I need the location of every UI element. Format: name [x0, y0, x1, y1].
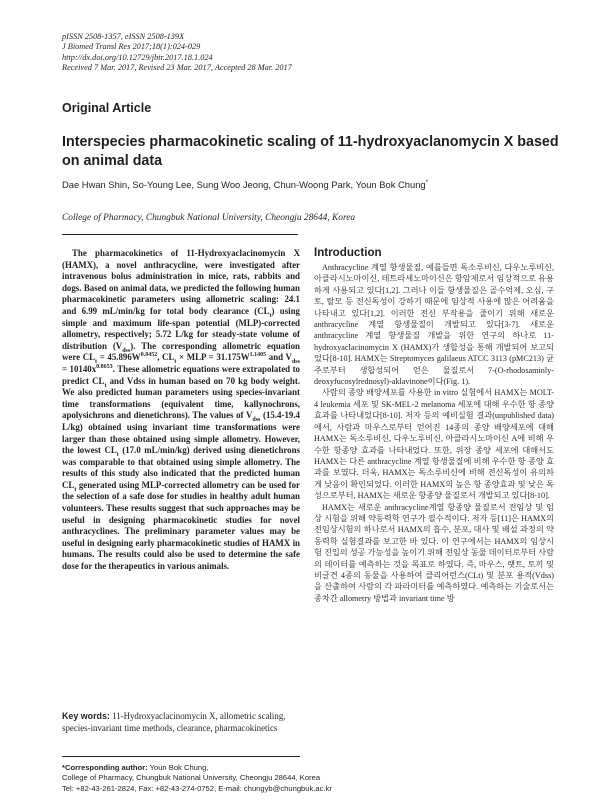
keywords-text: 11-Hydroxyaclacinomycin X, allometric scaling, species-invariant time methods, clearance, pharmacokinetics [62, 711, 286, 733]
issn: pISSN 2508-1357, eISSN 2508-139X [62, 32, 185, 41]
authors-text: Dae Hwan Shin, So-Young Lee, Sung Woo Jeong, Chun-Woong Park, Youn Bok Chung [62, 179, 426, 190]
corr-contact: Tel: +82-43-261-2824, Fax: +82-43-274-0752, E-mail: chungyb@chungbuk.ac.kr [62, 783, 332, 793]
journal-meta [62, 32, 292, 73]
journal-citation: J Biomed Transl Res 2017;18(1):024-029 [62, 42, 201, 52]
intro-paragraph-3: HAMX는 새로운 anthracycline계열 항종양 물질로서 전임상 및 임상 시험을 위해 약동력학 연구가 필수적이다. 저자 등[11]은 HAMX의 전임상시험의 하나로서 HAMX의 흡수, 분포, 대사 및 배설 과정의 약동력학 실험결과를 보고한 바 있다. 이 연구에서는 HAMX의 임상시험 진입의 성공 가능성을 높이기 위해 전임상 동물 데이터로부터 사람의 데이터를 예측하는 것을 목표로 하였다. 즉, 마우스, 랫트, 토끼 및 비글견 4종의 동물을 사용하여 클리어런스(CLt) 및 분포 용적(Vdss)을 산출하여 사람의 각 파라미터를 예측하였다. 예측하는 기술로서는 종차간 allometry 방법과 invariant time 방 [314, 502, 554, 603]
corr-name: Youn Bok Chung, [147, 763, 209, 772]
affiliation: College of Pharmacy, Chungbuk National University, Cheongju 28644, Korea [62, 213, 356, 223]
article-dates: Received 7 Mar. 2017, Revised 23 Mar. 2017, Accepted 28 Mar. 2017 [62, 62, 292, 72]
introduction-body [314, 262, 554, 604]
author-list [62, 179, 428, 190]
article-type: Original Article [62, 101, 152, 115]
doi-link[interactable]: http://dx.doi.org/10.12729/jbtr.2017.18.1.024 [62, 52, 213, 62]
introduction-heading: Introduction [314, 246, 382, 259]
abstract-top-rule [62, 234, 298, 235]
footnote-rule [62, 756, 300, 757]
intro-paragraph-2: 사람의 종양 배양세포를 사용한 in vitro 실험에서 HAMX는 MOLT-4 leukemia 세포 및 SK-MEL-2 melanoma 세포에 대해 우수한 항 종양 효과를 나타내었다[8-10]. 저자 등의 예비실험 결과(unpublished data)에서, 사람과 마우스로부터 얻어진 14종의 종양 배양세포에 대해 HAMX는 독소루비신, 다우노루비신, 아클라시노마이신 A에 비해 우수한 항종양 효과를 나타내었다. 또한, 위장 종양 세포에 대해서도 HAMX는 다른 anthracycline 계열 항생물질에 비해 우수한 항 종양 효과를 보였다. 더욱, HAMX는 독소루비신에 비해 전신독성이 유의하게 낮음이 확인되었다. 이러한 HAMX의 높은 항 종양효과 및 낮은 독성으로부터, HAMX는 새로운 항종양 물질로서 개발되고 있다[8-10]. [314, 388, 554, 501]
correspondence [62, 763, 332, 794]
intro-paragraph-1: Anthracycline 계열 항생물질, 예를들면 독소루비신, 다우노루비신, 아클라시노마이신, 테트라세노마이신은 항암제로서 임상적으로 유용하게 사용되고 있다[1,2]. 그러나 이들 항생물질은 골수억제, 오심, 구토, 탈모 등 전신독성이 강하기 때문에 임상적 사용에 많은 어려움을 나타내고 있다[1,2]. 이러한 전신 부작용을 줄이기 위해 새로운 anthracycline 계열 항생물질이 개발되고 있다[3-7]. 새로운 anthracycline 계열 항생물질 개발을 위한 연구의 하나로 11-hydroxyaclacinomycin X (HAMX)가 생합성을 통해 개발되어 보고되었다[8-10]. HAMX는 Streptomyces galilaeus ATCC 3113 (pMC213) 균주로부터 생합성되어 얻은 물질로서 7-(O-rhodosaminly-deoxyfucosylrednosyl)-aklavinone이다(Fig. 1). [314, 263, 554, 387]
paper-title: Interspecies pharmacokinetic scaling of 11-hydroxyaclanomycin X based on animal data [62, 134, 559, 169]
abstract [62, 248, 300, 573]
corresponding-mark: * [425, 178, 429, 186]
keywords [62, 711, 300, 734]
corr-label: *Corresponding author: [62, 763, 148, 772]
abstract-paragraph: The pharmacokinetics of 11-Hydroxyaclacinomycin X (HAMX), a novel anthracycline, were investigated after intravenous bolus administration in mice, rats, rabbits and dogs. Based on animal data, we predicted the following human pharmacokinetic parameters using allometric scaling: 24.1 and 6.99 mL/min/kg for total body clearance $(CL_t)$ using simple and maximum life-span potential (MLP)-corrected allometry, respectively; 5.72 L/kg for steady-state volume of distribution $(V_{dss})$. The corresponding allometric equation were $CL_t = 45.896W^{0.8452}$, $CL_t$ × MLP = $31.175W^{1.1405}$ and $V_{dss} = 10140x^{0.8653}$. These allometric equations were extrapolated to predict $CL_t$ and Vdss in human based on 70 kg body weight. We also predicted human parameters using species-invariant time transformations (equivalent time, kallynochrons, apolysichrons and dienetichrons). The values of $V_{dss}$ (15.4-19.4 L/kg) obtained using invariant time transformations were larger than those obtained using simple allometry. However, the lowest $CL_t$ (17.0 mL/min/kg) derived using dienetichrons was comparable to that obtained using simple allometry. The results of this study also indicated that the predicted human $CL_t$ generated using MLP-corrected allometry can be used for the selection of a safe dose for studies in healthy adult human volunteers. These results suggest that such approaches may be useful in designing pharmacokinetic studies for novel anthracyclines. The preliminary parameter values may be useful in designing early pharmacokinetic studies of HAMX in humans. The results could also be used to determine the safe dose for the therapeutics in various animals. [62, 248, 301, 572]
corr-address: College of Pharmacy, Chungbuk National University, Cheongju 28644, Korea [62, 773, 321, 783]
keywords-label: Key words: [62, 711, 110, 721]
